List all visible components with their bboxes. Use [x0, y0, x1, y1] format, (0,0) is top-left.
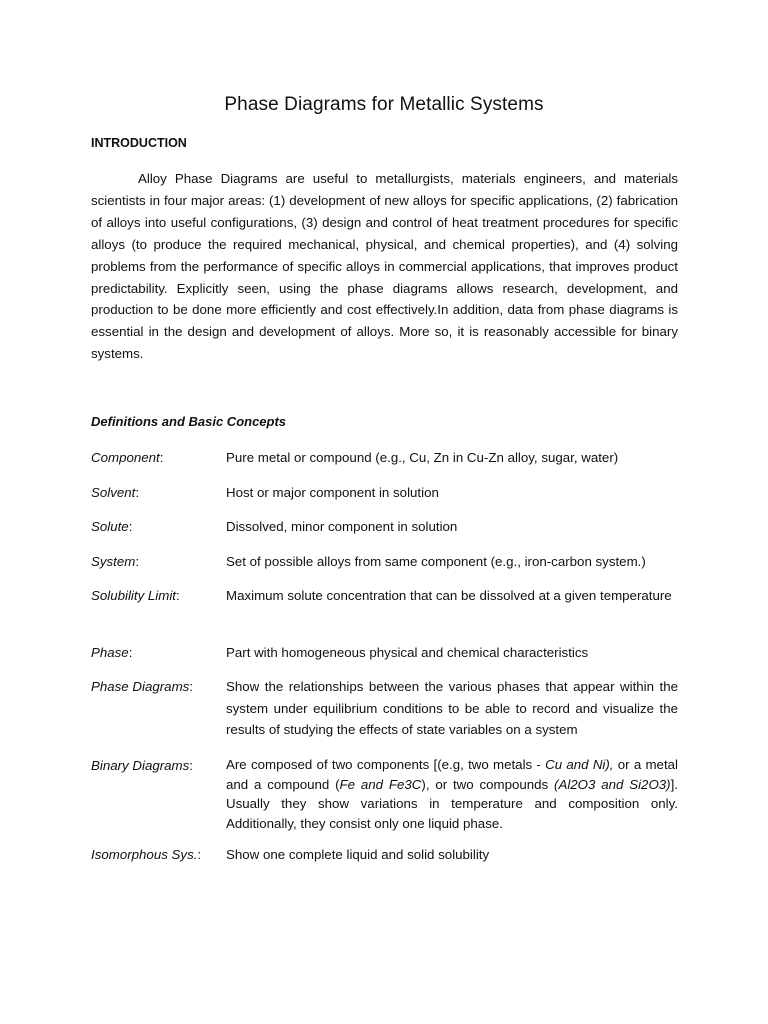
- definition-description: Pure metal or compound (e.g., Cu, Zn in Cu-Zn alloy, sugar, water): [226, 450, 619, 465]
- definition-term: System: [91, 554, 136, 569]
- definition-term: Phase: [91, 645, 129, 660]
- definition-term: Isomorphous Sys.: [91, 847, 198, 862]
- definition-description: Set of possible alloys from same component (e.g., iron-carbon system.): [226, 554, 646, 569]
- definition-description: Are composed of two components [(e.g, two metals - Cu and Ni), or a metal and a compound (Fe and Fe3C), or two compounds (Al2O3 and Si2O3)]. Usually they show variations in temperature and composition only. Additionally, they consist only one liquid phase.: [226, 757, 678, 831]
- definition-description: Maximum solute concentration that can be dissolved at a given temperature: [226, 588, 672, 603]
- document-title: Phase Diagrams for Metallic Systems: [224, 94, 544, 115]
- definition-description: Show one complete liquid and solid solubility: [226, 847, 490, 862]
- definition-description: Dissolved, minor component in solution: [226, 519, 458, 534]
- introduction-heading: INTRODUCTION: [91, 136, 187, 150]
- introduction-paragraph: Alloy Phase Diagrams are useful to metallurgists, materials engineers, and materials scientists in four major areas: (1) development of new alloys for specific applications, (2) fabrication of alloys into useful configurations, (3) design and control of heat treatment procedures for specific alloys (to produce the required mechanical, physical, and chemical properties), and (4) solving problems from the performance of specific alloys in commercial applications, that improves product predictability. Explicitly seen, using the phase diagrams allows research, development, and production to be done more efficiently and cost effectively.In addition, data from phase diagrams is essential in the design and development of alloys. More so, it is reasonably accessible for binary systems.: [91, 171, 678, 362]
- definition-term: Component: [91, 450, 160, 465]
- definition-description: Part with homogeneous physical and chemical characteristics: [226, 645, 589, 660]
- definition-term: Solvent: [91, 485, 136, 500]
- definition-term: Binary Diagrams: [91, 758, 190, 773]
- definition-term: Solute: [91, 519, 129, 534]
- definition-term: Solubility Limit: [91, 588, 176, 603]
- definition-description: Host or major component in solution: [226, 485, 439, 500]
- definition-description: Show the relationships between the various phases that appear within the system under equilibrium conditions to be able to record and visualize the results of studying the effects of state variables on a system: [226, 679, 678, 737]
- document-page: Phase Diagrams for Metallic Systems INTRODUCTION Alloy Phase Diagrams are useful to metallurgists, materials engineers, and materials scientists in four major areas: (1) development of new alloys for specific applications, (2) fabrication of alloys into useful configurations, (3) design and control of heat treatment procedures for specific alloys (to produce the required mechanical, physical, and chemical properties), and (4) solving problems from the performance of specific alloys in commercial applications, that improves product predictability. Explicitly seen, using the phase diagrams allows research, development, and production to be done more efficiently and cost effectively.In addition, data from phase diagrams is essential in the design and development of alloys. More so, it is reasonably accessible for binary systems. Definitions and Basic Concepts Component: Pure metal or compound (e.g., Cu, Zn in Cu-Zn alloy, sugar, water) Solvent: Host or major component in solution Solute: Dissolved, minor component in solution System: Set of possible alloys from same component (e.g., iron-carbon system.) Solubility Limit: Maximum solute concentration that can be dissolved at a given temperature Phase: Part with homogeneous physical and chemical characteristics Phase Diagrams: Show the relationships between the various phases that appear within the system under equilibrium conditions to be able to record and visualize the results of studying the effects of state variables on a system Binary Diagrams: Are composed of two components [(e.g, two metals - Cu and Ni), or a metal and a compound (Fe and Fe3C), or two compounds (Al2O3 and Si2O3)]. Usually they show variations in temperature and composition only. Additionally, they consist only one liquid phase. Isomorphous Sys.: Show one complete liquid and solid solubility: [0, 0, 768, 1024]
- definition-term: Phase Diagrams: [91, 679, 190, 694]
- definitions-heading: Definitions and Basic Concepts: [91, 414, 287, 429]
